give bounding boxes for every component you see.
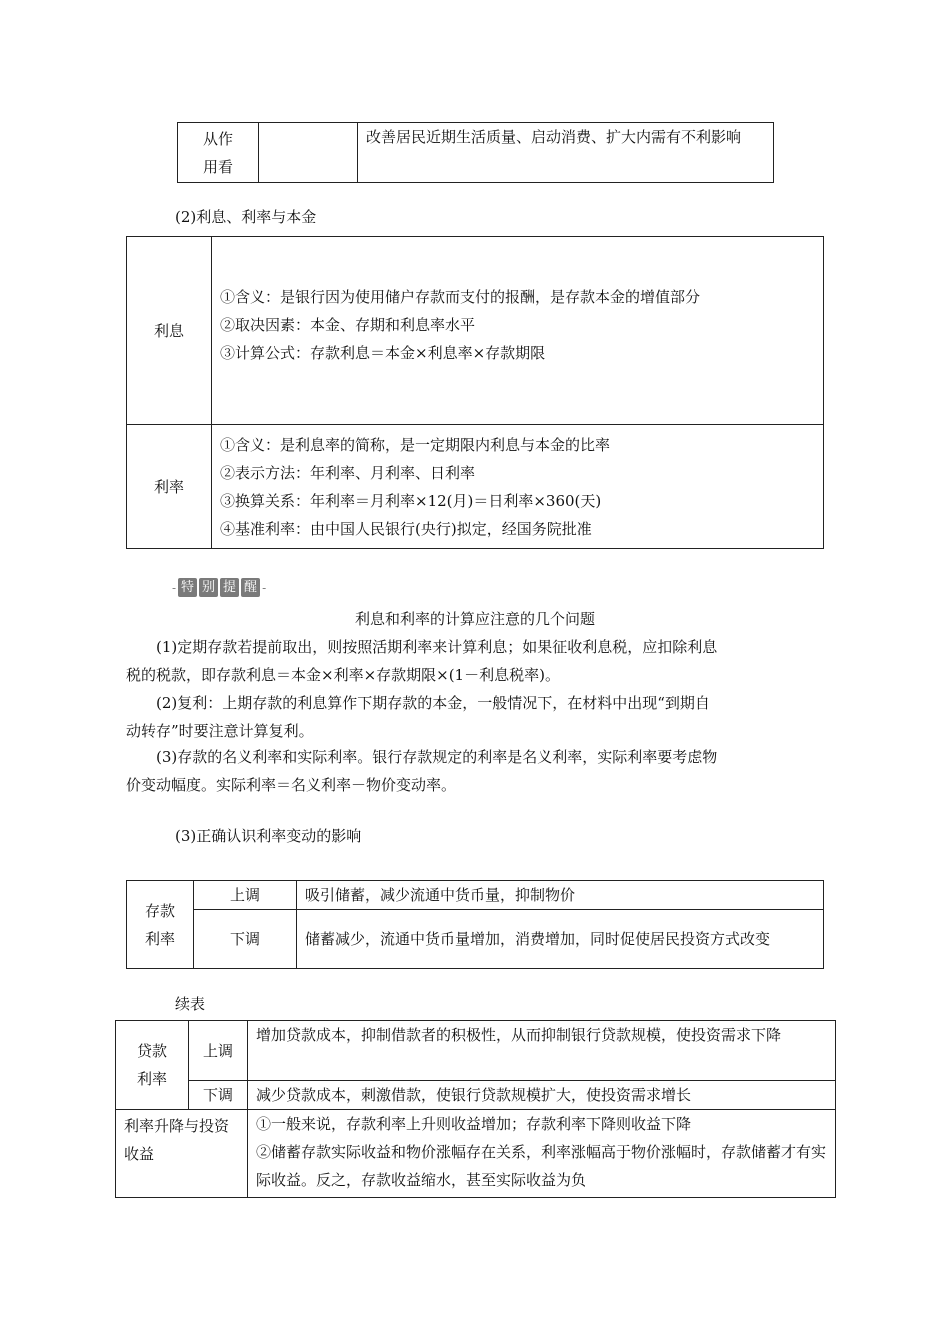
reminder-paragraph <box>126 743 826 799</box>
rate-investment-content <box>248 1110 836 1198</box>
deposit-rate-label: 存款 利率 <box>127 881 194 969</box>
loan-rate-label: 贷款 利率 <box>116 1021 189 1110</box>
badge-char: 醒 <box>241 578 260 597</box>
badge-char: 特 <box>178 578 197 597</box>
reminder-para-line: (1)定期存款若提前取出，则按照活期利率来计算利息；如果征收利息税，应扣除利息 <box>156 638 718 656</box>
rate-line: ④基准利率：由中国人民银行(央行)拟定，经国务院批准 <box>220 519 592 538</box>
effect-empty-cell <box>259 123 358 183</box>
reminder-para-line: 价变动幅度。实际利率＝名义利率－物价变动率。 <box>126 776 457 794</box>
reminder-para-line: 税的税款，即存款利息＝本金×利率×存款期限×(1－利息税率)。 <box>126 666 560 684</box>
loan-up-text: 增加贷款成本，抑制借款者的积极性，从而抑制银行贷款规模，使投资需求下降 <box>248 1021 836 1081</box>
loan-rate-table <box>115 1020 836 1198</box>
reminder-para-line: (3)存款的名义利率和实际利率。银行存款规定的利率是名义利率，实际利率要考虑物 <box>156 748 718 766</box>
rate-investment-line: ②储蓄存款实际收益和物价涨幅存在关系，利率涨幅高于物价涨幅时，存款储蓄才有实际收益。反之，存款收益缩水，甚至实际收益为负 <box>256 1143 827 1189</box>
section-title-rate-change: (3)正确认识利率变动的影响 <box>175 827 362 845</box>
rate-investment-label: 利率升降与投资收益 <box>116 1110 248 1198</box>
continued-label: 续表 <box>175 995 206 1013</box>
reminder-paragraph <box>126 689 826 745</box>
effect-table <box>177 122 774 183</box>
rate-line: ①含义：是利息率的简称，是一定期限内利息与本金的比率 <box>220 435 611 454</box>
deposit-up-text: 吸引储蓄，减少流通中货币量，抑制物价 <box>297 881 824 910</box>
effect-text: 改善居民近期生活质量、启动消费、扩大内需有不利影响 <box>358 123 774 183</box>
interest-line: ②取决因素：本金、存期和利息率水平 <box>220 316 476 334</box>
interest-table <box>126 236 824 549</box>
rate-content <box>212 425 824 549</box>
loan-down-text: 减少贷款成本，刺激借款，使银行贷款规模扩大，使投资需求增长 <box>248 1081 836 1110</box>
interest-line: ①含义：是银行因为使用储户存款而支付的报酬，是存款本金的增值部分 <box>220 288 701 306</box>
rate-label: 利率 <box>127 425 212 549</box>
reminder-para-line: (2)复利：上期存款的利息算作下期存款的本金，一般情况下，在材料中出现“到期自 <box>156 694 710 712</box>
interest-content <box>212 237 824 425</box>
loan-down-label: 下调 <box>189 1081 248 1110</box>
interest-label: 利息 <box>127 237 212 425</box>
reminder-para-line: 动转存”时要注意计算复利。 <box>126 722 314 740</box>
section-title-interest: (2)利息、利率与本金 <box>175 208 317 226</box>
rate-line: ②表示方法：年利率、月利率、日利率 <box>220 463 476 482</box>
deposit-up-label: 上调 <box>194 881 297 910</box>
reminder-title: 利息和利率的计算应注意的几个问题 <box>354 610 595 628</box>
deposit-down-text: 储蓄减少，流通中货币量增加，消费增加，同时促使居民投资方式改变 <box>297 910 824 969</box>
rate-investment-line: ①一般来说，存款利率上升则收益增加；存款利率下降则收益下降 <box>256 1115 692 1133</box>
badge-char: 别 <box>199 578 218 597</box>
deposit-down-label: 下调 <box>194 910 297 969</box>
effect-label: 从作 用看 <box>178 123 259 183</box>
badge-char: 提 <box>220 578 239 597</box>
deposit-rate-table <box>126 880 824 969</box>
special-reminder-badge: - 特 别 提 醒 - <box>172 580 267 595</box>
interest-line: ③计算公式：存款利息＝本金×利息率×存款期限 <box>220 344 546 362</box>
reminder-paragraph <box>126 633 826 689</box>
rate-line: ③换算关系：年利率＝月利率×12(月)＝日利率×360(天) <box>220 491 602 510</box>
loan-up-label: 上调 <box>189 1021 248 1081</box>
